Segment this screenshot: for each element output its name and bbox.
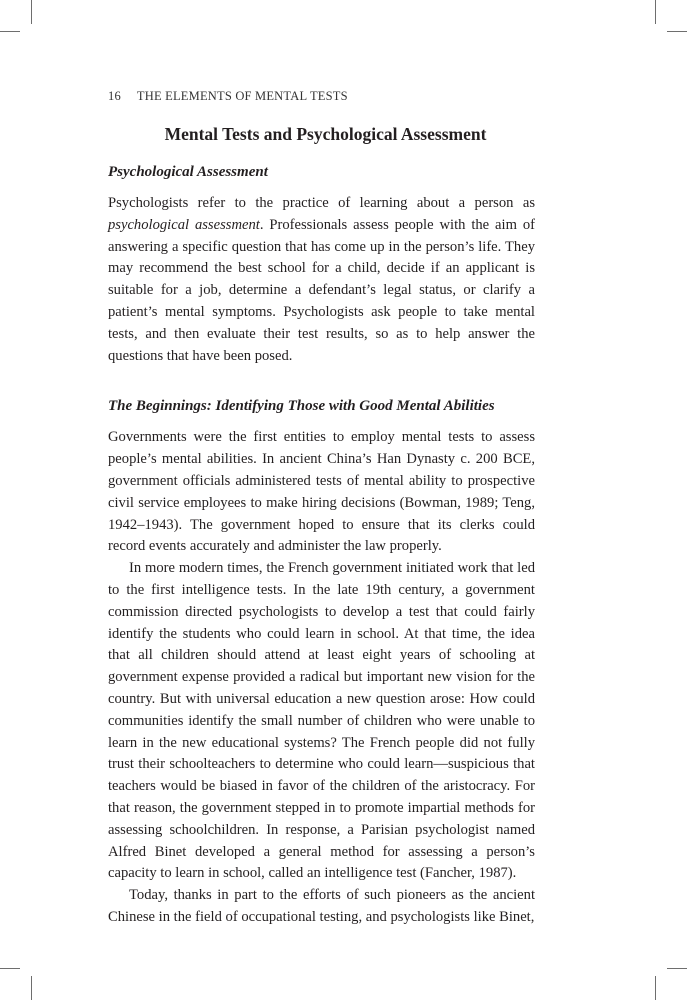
paragraph-today: Today, thanks in part to the efforts of such pioneers as the ancient Chinese in the field of occupational testing, and psychologists like Binet, (108, 887, 535, 925)
paragraph-text: . Professionals assess people with the aim of answering a specific question that has come up in the person’s life. They may recommend the best school for a child, decide if an applicant is suitable for a job, determine a defendant’s legal status, or clarify a patient’s mental symptoms. Psychologists ask people to take mental tests, and then evaluate their test results, so as to help answer the questions that have been posed. (108, 216, 535, 364)
crop-mark-bottom-right-horizontal (667, 968, 687, 969)
paragraph-modern-times: In more modern times, the French government initiated work that led to the first intelligence tests. In the late 19th century, a government commission directed psychologists to develop a test that could fairly identify the students who could learn in school. At that time, the idea that all children should attend at least eight years of schooling at government expense provided a radical but important new vision for the country. But with universal education a new question arose: How could communities identify the small number of children who were unable to learn in the new educational systems? The French people did not fully trust their schoolteachers to determine who could learn—suspicious that teachers would be biased in favor of the children of the aristocracy. For that reason, the government stepped in to promote impartial methods for assessing schoolchildren. In response, a Parisian psychologist named Alfred Binet developed a general method for assessing a person’s capacity to learn in school, called an intelligence test (Fancher, 1987). (108, 560, 535, 882)
subheading-beginnings: The Beginnings: Identifying Those with Good Mental Abilities (108, 398, 495, 415)
crop-mark-top-right (655, 0, 656, 24)
crop-mark-bottom-left (31, 976, 32, 1000)
crop-mark-top-left-horizontal (0, 31, 20, 32)
paragraph-governments: Governments were the first entities to employ mental tests to assess people’s mental abilities. In ancient China’s Han Dynasty c. 200 BCE, government officials administered tests of mental ability to prospective civil service employees to make hiring decisions (Bowman, 1989; Teng, 1942–1943). The government hoped to ensure that its clerks could record events accurately and administer the law properly. (108, 429, 535, 555)
subheading-psychological-assessment: Psychological Assessment (108, 164, 268, 180)
crop-mark-bottom-left-horizontal (0, 968, 20, 969)
crop-mark-top-right-horizontal (667, 31, 687, 32)
emphasized-term: psychological assessment (108, 216, 260, 233)
paragraph-text: Psychologists refer to the practice of learning about a person as (108, 195, 535, 211)
running-head (108, 89, 348, 104)
page-number: 16 (108, 89, 121, 103)
crop-mark-bottom-right (655, 976, 656, 1000)
running-head-title: THE ELEMENTS OF MENTAL TESTS (136, 89, 348, 103)
page-body (108, 120, 535, 929)
section-title: Mental Tests and Psychological Assessment (164, 124, 487, 144)
crop-mark-top-left (31, 0, 32, 24)
paragraph-psychological-assessment (108, 193, 535, 367)
